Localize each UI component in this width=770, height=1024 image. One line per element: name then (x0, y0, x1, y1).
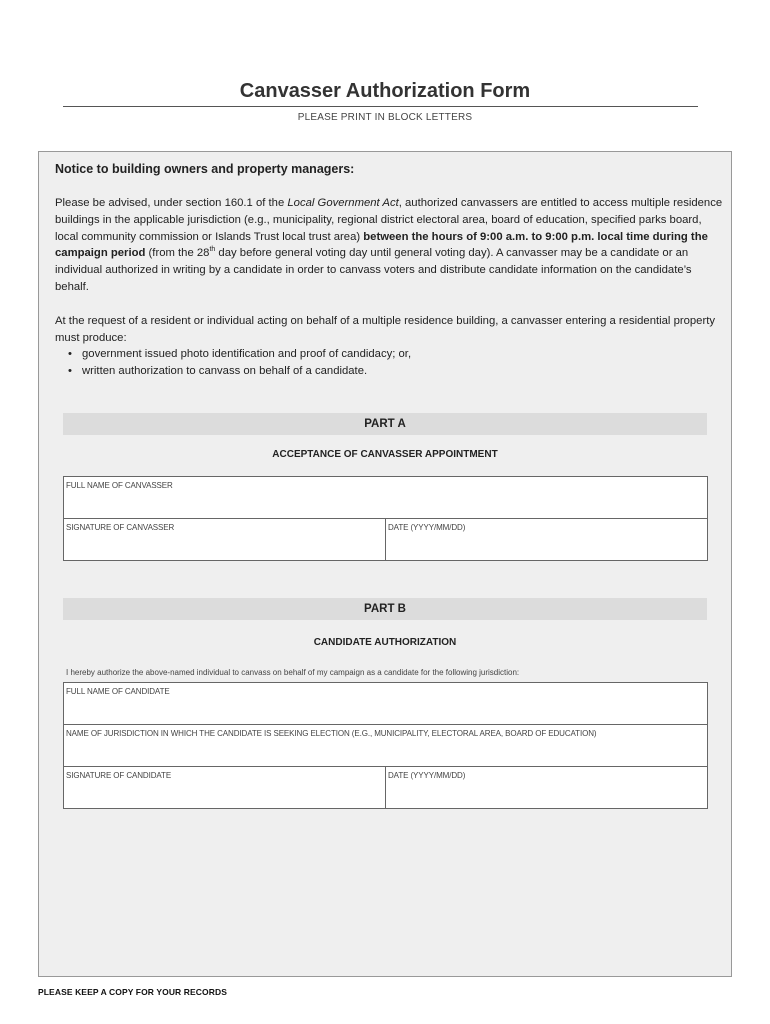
footer-note: PLEASE KEEP A COPY FOR YOUR RECORDS (38, 987, 227, 997)
notice-paragraph-1 (55, 195, 725, 296)
notice-p1-act-name: Local Government Act (287, 197, 399, 209)
canvasser-signature-field[interactable] (64, 519, 385, 560)
form-title: Canvasser Authorization Form (239, 80, 531, 102)
notice-paragraph-2: At the request of a resident or individual acting on behalf of a multiple residence building, a canvasser entering a residential property must produce: (55, 315, 716, 344)
part-a-form (63, 476, 708, 561)
part-b-subtitle: CANDIDATE AUTHORIZATION (313, 637, 457, 648)
part-b-header: PART B (63, 598, 707, 620)
canvasser-name-row (64, 477, 707, 519)
list-item: • government issued photo identification and proof of candidacy; or, (68, 346, 708, 363)
title-divider (63, 106, 698, 107)
list-item: • written authorization to canvass on behalf of a candidate. (68, 363, 708, 380)
notice-p1-text-c: (from the 28 (145, 247, 210, 260)
canvasser-signature-row (64, 519, 707, 560)
candidate-name-row (64, 683, 707, 725)
notice-p1-text-b: , authorized canvassers are entitled to access multiple residence buildings in the applicable jurisdiction (e.g., municipality, regional district electoral area, board of education, specified parks board, local community commission or Islands Trust local trust area) (55, 197, 723, 243)
canvasser-name-field[interactable] (64, 477, 707, 518)
part-b-form (63, 682, 708, 809)
part-a-subtitle: ACCEPTANCE OF CANVASSER APPOINTMENT (272, 449, 498, 460)
candidate-signature-label: SIGNATURE OF CANDIDATE (66, 771, 172, 780)
candidate-name-label: FULL NAME OF CANDIDATE (66, 687, 170, 696)
candidate-signature-field[interactable] (64, 767, 385, 808)
candidate-name-field[interactable] (64, 683, 707, 724)
jurisdiction-label: NAME OF JURISDICTION IN WHICH THE CANDIDATE IS SEEKING ELECTION (E.G., MUNICIPALITY, ELECTORAL AREA, BOARD OF EDUCATION) (66, 729, 597, 738)
candidate-signature-row (64, 767, 707, 808)
form-subtitle: PLEASE PRINT IN BLOCK LETTERS (297, 112, 473, 123)
requirements-list (68, 346, 708, 380)
notice-p1-text-d: day before general voting day until general voting day). A canvasser may be a candidate or an individual authorized in writing by a candidate in order to canvass voters and distribute candidate information on the candidate’s behalf. (55, 247, 692, 293)
notice-p1-superscript: th (209, 246, 216, 254)
jurisdiction-row (64, 725, 707, 767)
notice-p1-text-a: Please be advised, under section 160.1 of the (55, 197, 288, 209)
part-a-header: PART A (63, 413, 707, 435)
notice-p1-hours: between the hours of 9:00 a.m. to 9:00 p.m. local time during the campaign period (55, 230, 708, 260)
notice-heading: Notice to building owners and property managers: (55, 162, 355, 176)
canvasser-name-label: FULL NAME OF CANVASSER (66, 481, 173, 490)
authorization-statement: I hereby authorize the above-named individual to canvass on behalf of my campaign as a candidate for the following jurisdiction: (66, 668, 520, 677)
canvasser-signature-label: SIGNATURE OF CANVASSER (66, 523, 175, 532)
canvasser-date-field[interactable] (385, 519, 707, 560)
jurisdiction-field[interactable] (64, 725, 707, 766)
candidate-date-field[interactable] (385, 767, 707, 808)
candidate-date-label: DATE (YYYY/MM/DD) (388, 771, 466, 780)
canvasser-date-label: DATE (YYYY/MM/DD) (388, 523, 466, 532)
